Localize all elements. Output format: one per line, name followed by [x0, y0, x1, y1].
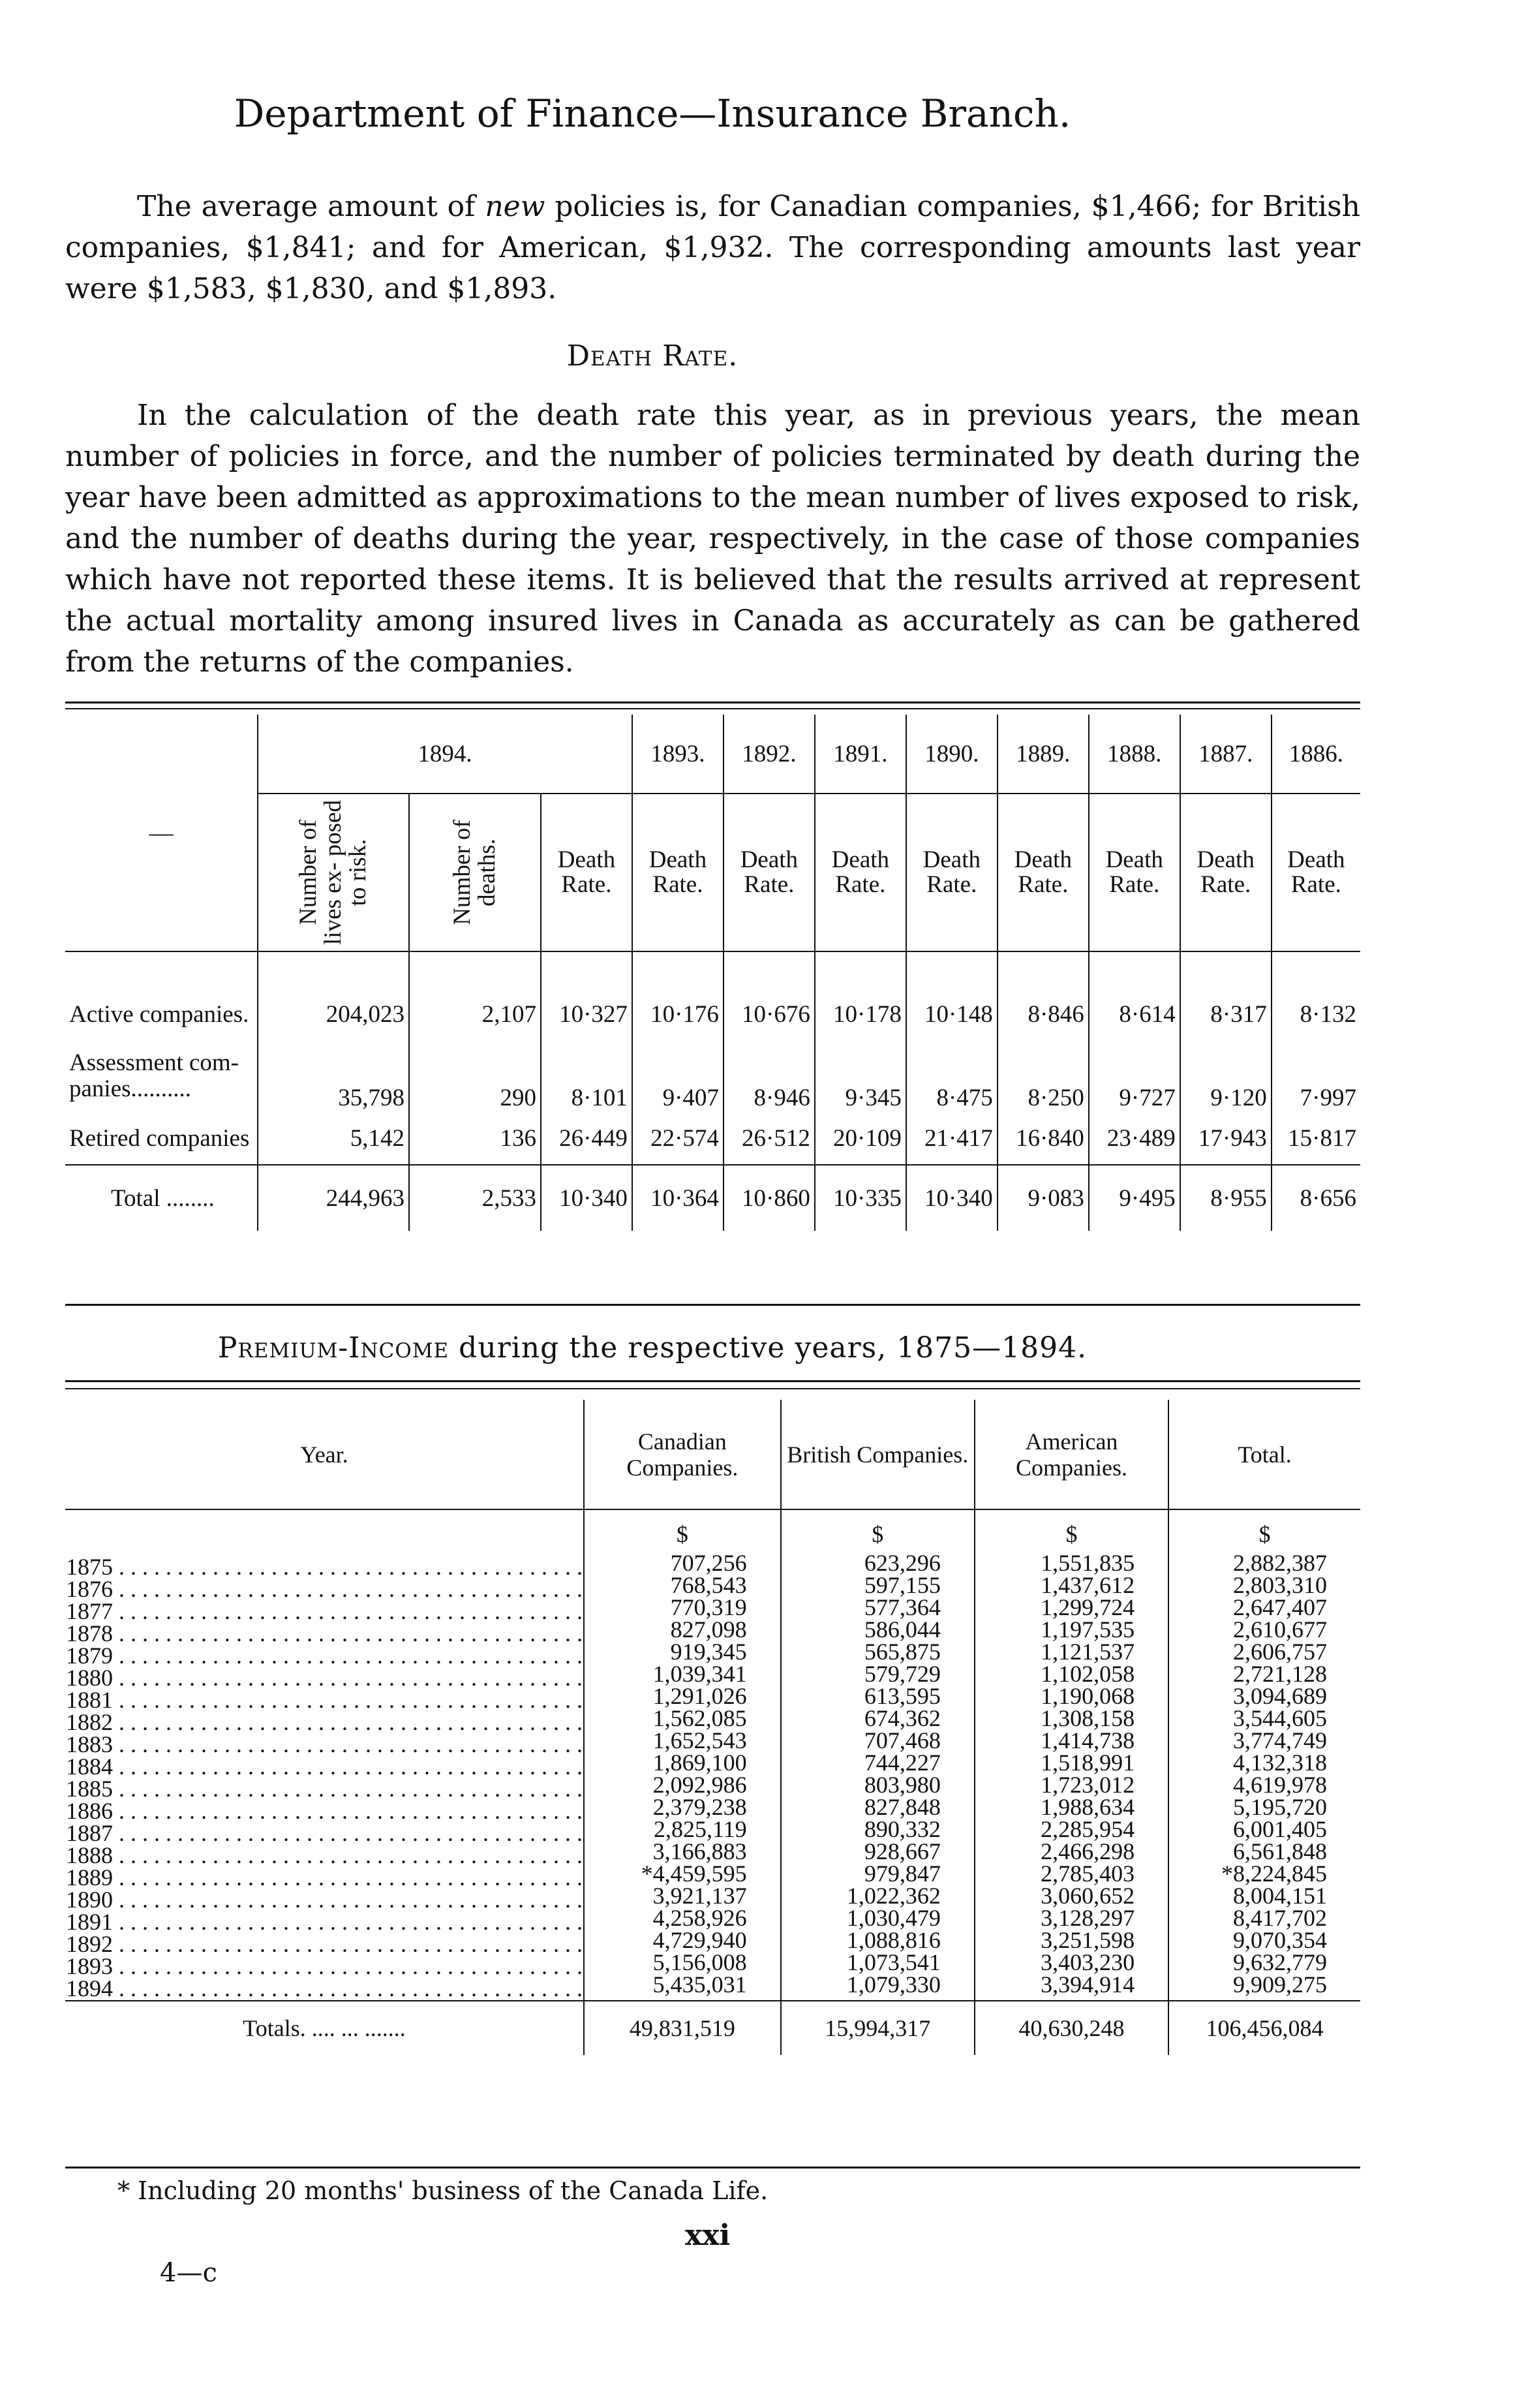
american-value: 1,299,724: [1041, 1594, 1135, 1620]
year-header: 1890.: [906, 715, 998, 794]
table-row: [65, 1040, 1360, 1112]
american-value: 1,518,991: [1041, 1750, 1135, 1776]
british-value: 565,875: [864, 1639, 941, 1665]
british-value: 1,073,541: [846, 1949, 941, 1975]
american-value: 1,197,535: [1041, 1616, 1135, 1643]
total-value: 5,195,720: [1233, 1794, 1327, 1820]
year-header: 1886.: [1272, 715, 1360, 794]
british-value: 597,155: [864, 1572, 941, 1598]
rate-header: Death Rate.: [1089, 794, 1180, 951]
total-value: 2,882,387: [1233, 1550, 1327, 1576]
canadian-value: 1,869,100: [652, 1750, 747, 1776]
american-value: 3,394,914: [1041, 1971, 1135, 1998]
american-value: 3,128,297: [1041, 1905, 1135, 1931]
canadian-col-header: Canadian Companies.: [584, 1400, 781, 1509]
total-value: 2,610,677: [1233, 1616, 1327, 1643]
year-label: 1879 . . . . . . . . . . . . . . . . . . . . . . . . . . . . . . . . . . . . . . . .: [66, 1644, 583, 1667]
american-value: 3,060,652: [1041, 1883, 1135, 1909]
premium-top-rule-2: [65, 1388, 1360, 1389]
death-rate-paragraph: In the calculation of the death rate this year, as in previous years, the mean number of policies in force, and the number of policies terminated by death during the year have been admitted as approximations to the mean number of lives exposed to risk, and the number of deaths during the year, respectively, in the case of those companies which have not reported these items. It is believed that the results arrived at represent the actual mortality among insured lives in Canada as accurately as can be gathered from the returns of the companies.: [65, 399, 1360, 679]
rate-cell: 8·656: [1272, 1165, 1360, 1231]
total-column: [1168, 1509, 1360, 2001]
lives-cell: 5,142: [258, 1112, 409, 1165]
total-value: 2,606,757: [1233, 1639, 1327, 1665]
rate-cell: 21·417: [906, 1112, 998, 1165]
british-value: 586,044: [864, 1616, 941, 1643]
american-value: 2,785,403: [1041, 1860, 1135, 1887]
total-value: 9,909,275: [1233, 1971, 1327, 1998]
british-value: 1,088,816: [846, 1927, 941, 1953]
british-value: 928,667: [864, 1838, 941, 1864]
premium-heading-rest: during the respective years, 1875—1894.: [449, 1331, 1088, 1365]
rate-cell: 17·943: [1180, 1112, 1272, 1165]
rate-cell: 10·340: [906, 1165, 998, 1231]
canadian-value: 1,652,543: [652, 1727, 747, 1753]
rate-cell: 10·340: [541, 1165, 632, 1231]
american-value: 1,437,612: [1041, 1572, 1135, 1598]
british-value: 613,595: [864, 1683, 941, 1709]
rate-cell: 8·101: [541, 1040, 632, 1112]
rate-cell: 9·727: [1089, 1040, 1180, 1112]
british-value: 577,364: [864, 1594, 941, 1620]
rate-cell: 8·946: [724, 1040, 815, 1112]
canadian-value: 768,543: [670, 1572, 747, 1598]
total-value: 2,721,128: [1233, 1661, 1327, 1687]
year-label: 1876 . . . . . . . . . . . . . . . . . . . . . . . . . . . . . . . . . . . . . . . .: [66, 1578, 583, 1600]
year-header: 1887.: [1180, 715, 1272, 794]
canadian-value: 1,039,341: [652, 1661, 747, 1687]
canadian-value: 827,098: [670, 1616, 747, 1643]
total-value: 8,004,151: [1233, 1883, 1327, 1909]
year-column: [65, 1509, 584, 2001]
lives-cell: 204,023: [258, 988, 409, 1040]
deaths-cell: 136: [409, 1112, 541, 1165]
british-col-header: British Companies.: [781, 1400, 975, 1509]
total-value: 6,001,405: [1233, 1816, 1327, 1842]
total-value: 3,094,689: [1233, 1683, 1327, 1709]
deaths-cell: 2,107: [409, 988, 541, 1040]
american-value: 1,121,537: [1041, 1639, 1135, 1665]
rate-cell: 8·475: [906, 1040, 998, 1112]
canadian-value: 707,256: [670, 1550, 747, 1576]
rate-cell: 9·345: [815, 1040, 906, 1112]
totals-british: 15,994,317: [781, 2001, 975, 2055]
totals-canadian: 49,831,519: [584, 2001, 781, 2055]
year-header: 1893.: [632, 715, 724, 794]
rate-cell: 10·176: [632, 988, 724, 1040]
year-label: 1878 . . . . . . . . . . . . . . . . . . . . . . . . . . . . . . . . . . . . . . . .: [66, 1622, 583, 1644]
premium-heading-caps: Premium-Income: [217, 1331, 450, 1365]
canadian-value: 5,156,008: [652, 1949, 747, 1975]
total-value: 2,803,310: [1233, 1572, 1327, 1598]
canadian-value: 3,166,883: [652, 1838, 747, 1864]
american-value: 3,403,230: [1041, 1949, 1135, 1975]
british-value: 803,980: [864, 1772, 941, 1798]
british-value: 1,022,362: [846, 1883, 941, 1909]
british-value: 1,030,479: [846, 1905, 941, 1931]
british-value: 674,362: [864, 1705, 941, 1731]
british-value: 744,227: [864, 1750, 941, 1776]
rate-cell: 10·148: [906, 988, 998, 1040]
deaths-cell: 2,533: [409, 1165, 541, 1231]
rate-cell: 8·250: [998, 1040, 1089, 1112]
year-label: 1880 . . . . . . . . . . . . . . . . . . . . . . . . . . . . . . . . . . . . . . . .: [66, 1667, 583, 1689]
rate-header: Death Rate.: [541, 794, 632, 951]
totals-label: Totals. .... ... .......: [65, 2001, 584, 2055]
total-value: 4,132,318: [1233, 1750, 1327, 1776]
rate-header: Death Rate.: [724, 794, 815, 951]
total-row: [65, 1165, 1360, 1231]
rate-cell: 8·614: [1089, 988, 1180, 1040]
deaths-header: [409, 794, 541, 951]
premium-bottom-rule: [65, 2167, 1360, 2169]
rate-cell: 16·840: [998, 1112, 1089, 1165]
year-col-header: Year.: [65, 1400, 584, 1509]
rate-header: Death Rate.: [1180, 794, 1272, 951]
canadian-value: 919,345: [670, 1639, 747, 1665]
stub-header: —: [65, 715, 258, 951]
table-row: [65, 988, 1360, 1040]
rate-cell: 26·512: [724, 1112, 815, 1165]
lives-exposed-label: Number of lives ex- posed to risk.: [294, 800, 371, 945]
rate-cell: 9·495: [1089, 1165, 1180, 1231]
dollar-sign: $: [1258, 1521, 1271, 1547]
total-value: 9,070,354: [1233, 1927, 1327, 1953]
canadian-value: 1,291,026: [652, 1683, 747, 1709]
year-label: 1885 . . . . . . . . . . . . . . . . . . . . . . . . . . . . . . . . . . . . . . . .: [66, 1778, 583, 1800]
page-number: xxi: [685, 2219, 731, 2252]
american-value: 2,466,298: [1041, 1838, 1135, 1864]
american-column: [975, 1509, 1168, 2001]
year-label: 1886 . . . . . . . . . . . . . . . . . . . . . . . . . . . . . . . . . . . . . . . .: [66, 1800, 583, 1822]
rate-header: Death Rate.: [632, 794, 724, 951]
year-label: 1887 . . . . . . . . . . . . . . . . . . . . . . . . . . . . . . . . . . . . . . . .: [66, 1822, 583, 1844]
row-label: Assessment com- panies..........: [69, 1049, 239, 1102]
british-value: 979,847: [864, 1860, 941, 1887]
american-value: 1,551,835: [1041, 1550, 1135, 1576]
british-value: 623,296: [864, 1550, 941, 1576]
total-col-header: Total.: [1168, 1400, 1360, 1509]
american-value: 3,251,598: [1041, 1927, 1135, 1953]
row-label: Retired companies: [69, 1124, 250, 1152]
rate-cell: 10·327: [541, 988, 632, 1040]
rate-cell: 8·955: [1180, 1165, 1272, 1231]
rate-cell: 9·083: [998, 1165, 1089, 1231]
table-bottom-rule: [65, 1304, 1360, 1306]
british-column: [781, 1509, 975, 2001]
rate-cell: 8·317: [1180, 988, 1272, 1040]
american-value: 1,308,158: [1041, 1705, 1135, 1731]
canadian-value: 3,921,137: [652, 1883, 747, 1909]
year-label: 1892 . . . . . . . . . . . . . . . . . . . . . . . . . . . . . . . . . . . . . . . .: [66, 1933, 583, 1955]
row-label: Active companies.: [69, 1000, 249, 1028]
deaths-cell: 290: [409, 1040, 541, 1112]
rate-cell: 26·449: [541, 1112, 632, 1165]
premium-income-heading: [0, 1331, 1305, 1365]
year-header: 1892.: [724, 715, 815, 794]
american-value: 1,723,012: [1041, 1772, 1135, 1798]
british-value: 827,848: [864, 1794, 941, 1820]
rate-header: Death Rate.: [1272, 794, 1360, 951]
british-value: 707,468: [864, 1727, 941, 1753]
rate-cell: 10·676: [724, 988, 815, 1040]
rate-cell: 22·574: [632, 1112, 724, 1165]
year-label: 1889 . . . . . . . . . . . . . . . . . . . . . . . . . . . . . . . . . . . . . . . .: [66, 1866, 583, 1889]
table-top-rule: [65, 702, 1360, 703]
table-top-rule-2: [65, 708, 1360, 709]
canadian-value: 5,435,031: [652, 1971, 747, 1998]
rate-cell: 20·109: [815, 1112, 906, 1165]
totals-total: 106,456,084: [1168, 2001, 1360, 2055]
canadian-value: 1,562,085: [652, 1705, 747, 1731]
footnote: * Including 20 months' business of the Canada Life.: [117, 2176, 769, 2205]
total-value: 9,632,779: [1233, 1949, 1327, 1975]
para1-emphasis: new: [485, 190, 545, 223]
american-value: 1,988,634: [1041, 1794, 1135, 1820]
year-label: 1891 . . . . . . . . . . . . . . . . . . . . . . . . . . . . . . . . . . . . . . . .: [66, 1911, 583, 1933]
year-label: 1888 . . . . . . . . . . . . . . . . . . . . . . . . . . . . . . . . . . . . . . . .: [66, 1844, 583, 1866]
premium-top-rule: [65, 1380, 1360, 1382]
year-label: 1875 . . . . . . . . . . . . . . . . . . . . . . . . . . . . . . . . . . . . . . . .: [66, 1556, 583, 1578]
new-policies-paragraph: [65, 186, 1360, 309]
rate-cell: 8·132: [1272, 988, 1360, 1040]
rate-cell: 23·489: [1089, 1112, 1180, 1165]
rate-cell: 15·817: [1272, 1112, 1360, 1165]
canadian-value: *4,459,595: [641, 1860, 747, 1887]
para1-text-a: The average amount of: [137, 190, 485, 223]
year-label: 1883 . . . . . . . . . . . . . . . . . . . . . . . . . . . . . . . . . . . . . . . .: [66, 1733, 583, 1755]
canadian-value: 2,825,119: [654, 1816, 747, 1842]
rate-header: Death Rate.: [815, 794, 906, 951]
british-value: 1,079,330: [846, 1971, 941, 1998]
year-header: 1891.: [815, 715, 906, 794]
canadian-value: 2,379,238: [652, 1794, 747, 1820]
total-value: 2,647,407: [1233, 1594, 1327, 1620]
rate-cell: 9·407: [632, 1040, 724, 1112]
canadian-value: 770,319: [670, 1594, 747, 1620]
year-label: 1893 . . . . . . . . . . . . . . . . . . . . . . . . . . . . . . . . . . . . . . . .: [66, 1955, 583, 1977]
total-value: *8,224,845: [1221, 1860, 1327, 1887]
para1-text-b: policies is, for Canadian companies, $1,466; for British companies, $1,841; and for American, $1,932. The corresponding amounts last year were $1,583, $1,830, and $1,893.: [65, 190, 1360, 305]
total-value: 8,417,702: [1233, 1905, 1327, 1931]
totals-american: 40,630,248: [975, 2001, 1168, 2055]
lives-cell: 35,798: [258, 1040, 409, 1112]
rate-cell: 7·997: [1272, 1040, 1360, 1112]
premium-income-table: [65, 1400, 1360, 2055]
rate-cell: 8·846: [998, 988, 1089, 1040]
year-header: 1894.: [258, 715, 632, 794]
year-label: 1882 . . . . . . . . . . . . . . . . . . . . . . . . . . . . . . . . . . . . . . . .: [66, 1711, 583, 1733]
american-value: 2,285,954: [1041, 1816, 1135, 1842]
death-rate-heading: Death Rate.: [566, 339, 739, 373]
american-value: 1,190,068: [1041, 1683, 1135, 1709]
year-label: 1881 . . . . . . . . . . . . . . . . . . . . . . . . . . . . . . . . . . . . . . . .: [66, 1689, 583, 1711]
total-value: 3,544,605: [1233, 1705, 1327, 1731]
lives-exposed-header: [258, 794, 409, 951]
dollar-sign: $: [676, 1521, 688, 1547]
year-label: 1894 . . . . . . . . . . . . . . . . . . . . . . . . . . . . . . . . . . . . . . . .: [66, 1977, 583, 1999]
american-col-header: American Companies.: [975, 1400, 1168, 1509]
year-label: 1890 . . . . . . . . . . . . . . . . . . . . . . . . . . . . . . . . . . . . . . . .: [66, 1889, 583, 1911]
rate-cell: 10·860: [724, 1165, 815, 1231]
year-label: 1877 . . . . . . . . . . . . . . . . . . . . . . . . . . . . . . . . . . . . . . . .: [66, 1600, 583, 1622]
dollar-sign: $: [1065, 1521, 1078, 1547]
table-row: [65, 1112, 1360, 1165]
american-value: 1,102,058: [1041, 1661, 1135, 1687]
total-value: 4,619,978: [1233, 1772, 1327, 1798]
totals-row: [65, 2001, 1360, 2055]
rate-header: Death Rate.: [906, 794, 998, 951]
lives-cell: 244,963: [258, 1165, 409, 1231]
year-header: 1889.: [998, 715, 1089, 794]
british-value: 890,332: [864, 1816, 941, 1842]
deaths-label: Number of deaths.: [448, 820, 500, 925]
death-rate-table: [65, 715, 1360, 1231]
canadian-value: 4,729,940: [652, 1927, 747, 1953]
rate-cell: 10·335: [815, 1165, 906, 1231]
rate-cell: 9·120: [1180, 1040, 1272, 1112]
year-header: 1888.: [1089, 715, 1180, 794]
signature-mark: 4—c: [160, 2258, 217, 2288]
dollar-sign: $: [872, 1521, 884, 1547]
page-title: Department of Finance—Insurance Branch.: [234, 91, 1071, 136]
rate-cell: 10·364: [632, 1165, 724, 1231]
canadian-value: 4,258,926: [652, 1905, 747, 1931]
year-label: 1884 . . . . . . . . . . . . . . . . . . . . . . . . . . . . . . . . . . . . . . . .: [66, 1755, 583, 1778]
total-label: Total ........: [65, 1165, 258, 1231]
canadian-value: 2,092,986: [652, 1772, 747, 1798]
rate-header: Death Rate.: [998, 794, 1089, 951]
total-value: 6,561,848: [1233, 1838, 1327, 1864]
american-value: 1,414,738: [1041, 1727, 1135, 1753]
rate-cell: 10·178: [815, 988, 906, 1040]
total-value: 3,774,749: [1233, 1727, 1327, 1753]
canadian-column: [584, 1509, 781, 2001]
british-value: 579,729: [864, 1661, 941, 1687]
